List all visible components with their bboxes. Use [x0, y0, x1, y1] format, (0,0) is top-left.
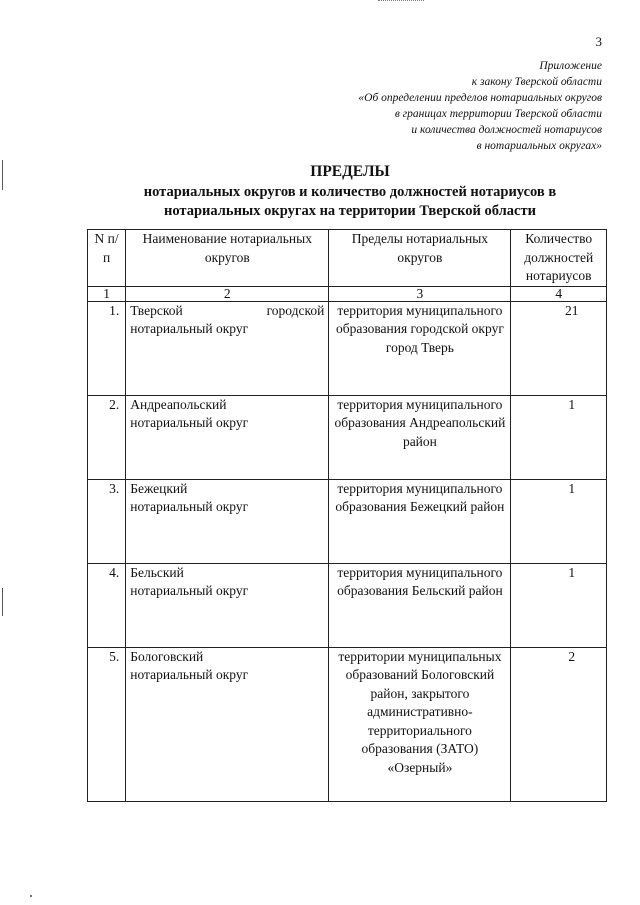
page-number: 3 — [595, 34, 602, 49]
district-limits: территории муниципальных образований Бологовский район, закрытого административно-территориального образования (ЗАТО) «Озерный» — [329, 647, 511, 801]
district-limits: территория муниципального образования Бежецкий район — [329, 479, 511, 563]
appendix-line: в нотариальных округах» — [476, 140, 602, 152]
district-name — [126, 479, 329, 563]
table-row — [88, 301, 607, 395]
district-name-line: нотариальный округ — [130, 583, 249, 598]
table-row — [88, 395, 607, 479]
row-number: 1. — [88, 301, 126, 395]
notary-count: 1 — [511, 395, 607, 479]
scan-artifact-bottom — [30, 895, 32, 897]
row-number: 5. — [88, 647, 126, 801]
row-number: 4. — [88, 563, 126, 647]
title-main: ПРЕДЕЛЫ — [310, 163, 390, 180]
header-number: N п/п — [88, 230, 126, 287]
title-line-3: нотариальных округах на территории Тверской области — [164, 203, 536, 219]
district-limits: территория муниципального образования городской округ город Тверь — [329, 301, 511, 395]
column-number: 4 — [511, 286, 607, 301]
row-number: 3. — [88, 479, 126, 563]
notary-districts-table — [87, 229, 607, 802]
notary-count: 1 — [511, 563, 607, 647]
column-number: 2 — [126, 286, 329, 301]
column-number: 1 — [88, 286, 126, 301]
district-name-line: Андреапольский — [130, 396, 227, 412]
district-name — [126, 395, 329, 479]
district-name-word: городской — [266, 302, 325, 318]
district-name-line: Бежецкий — [130, 480, 188, 496]
table-row — [88, 563, 607, 647]
scan-artifact-top — [378, 0, 424, 3]
appendix-line: в границах территории Тверской области — [394, 108, 602, 120]
table-header-row — [88, 230, 607, 287]
document-title — [80, 162, 620, 221]
notary-count: 1 — [511, 479, 607, 563]
appendix-line: Приложение — [539, 60, 602, 72]
district-name-line: Бологовский — [130, 648, 204, 664]
district-name-word: Тверской — [130, 302, 183, 318]
column-number-row — [88, 286, 607, 301]
notary-count: 21 — [511, 301, 607, 395]
header-notary-count: Количество должностей нотариусов — [511, 230, 607, 287]
district-name — [126, 563, 329, 647]
district-limits: территория муниципального образования Бельский район — [329, 563, 511, 647]
appendix-note — [202, 58, 602, 154]
margin-mark-upper — [2, 160, 3, 190]
appendix-line: к закону Тверской области — [471, 76, 602, 88]
row-number: 2. — [88, 395, 126, 479]
district-limits: территория муниципального образования Андреапольский район — [329, 395, 511, 479]
district-name — [126, 301, 329, 395]
title-line-2: нотариальных округов и количество должностей нотариусов в — [143, 184, 557, 200]
table-row — [88, 647, 607, 801]
district-name — [126, 647, 329, 801]
header-district-name: Наименование нотариальных округов — [126, 230, 329, 287]
district-name-line: нотариальный округ — [130, 667, 249, 682]
district-name-line: нотариальный округ — [130, 499, 249, 514]
district-name-line: нотариальный округ — [130, 415, 249, 430]
margin-mark-lower — [2, 588, 3, 616]
column-number: 3 — [329, 286, 511, 301]
header-district-limits: Пределы нотариальных округов — [329, 230, 511, 287]
table-row — [88, 479, 607, 563]
appendix-line: «Об определении пределов нотариальных округов — [358, 92, 602, 104]
appendix-line: и количества должностей нотариусов — [411, 124, 602, 136]
notary-count: 2 — [511, 647, 607, 801]
district-name-line: нотариальный округ — [130, 321, 249, 336]
district-name-line: Бельский — [130, 564, 184, 580]
